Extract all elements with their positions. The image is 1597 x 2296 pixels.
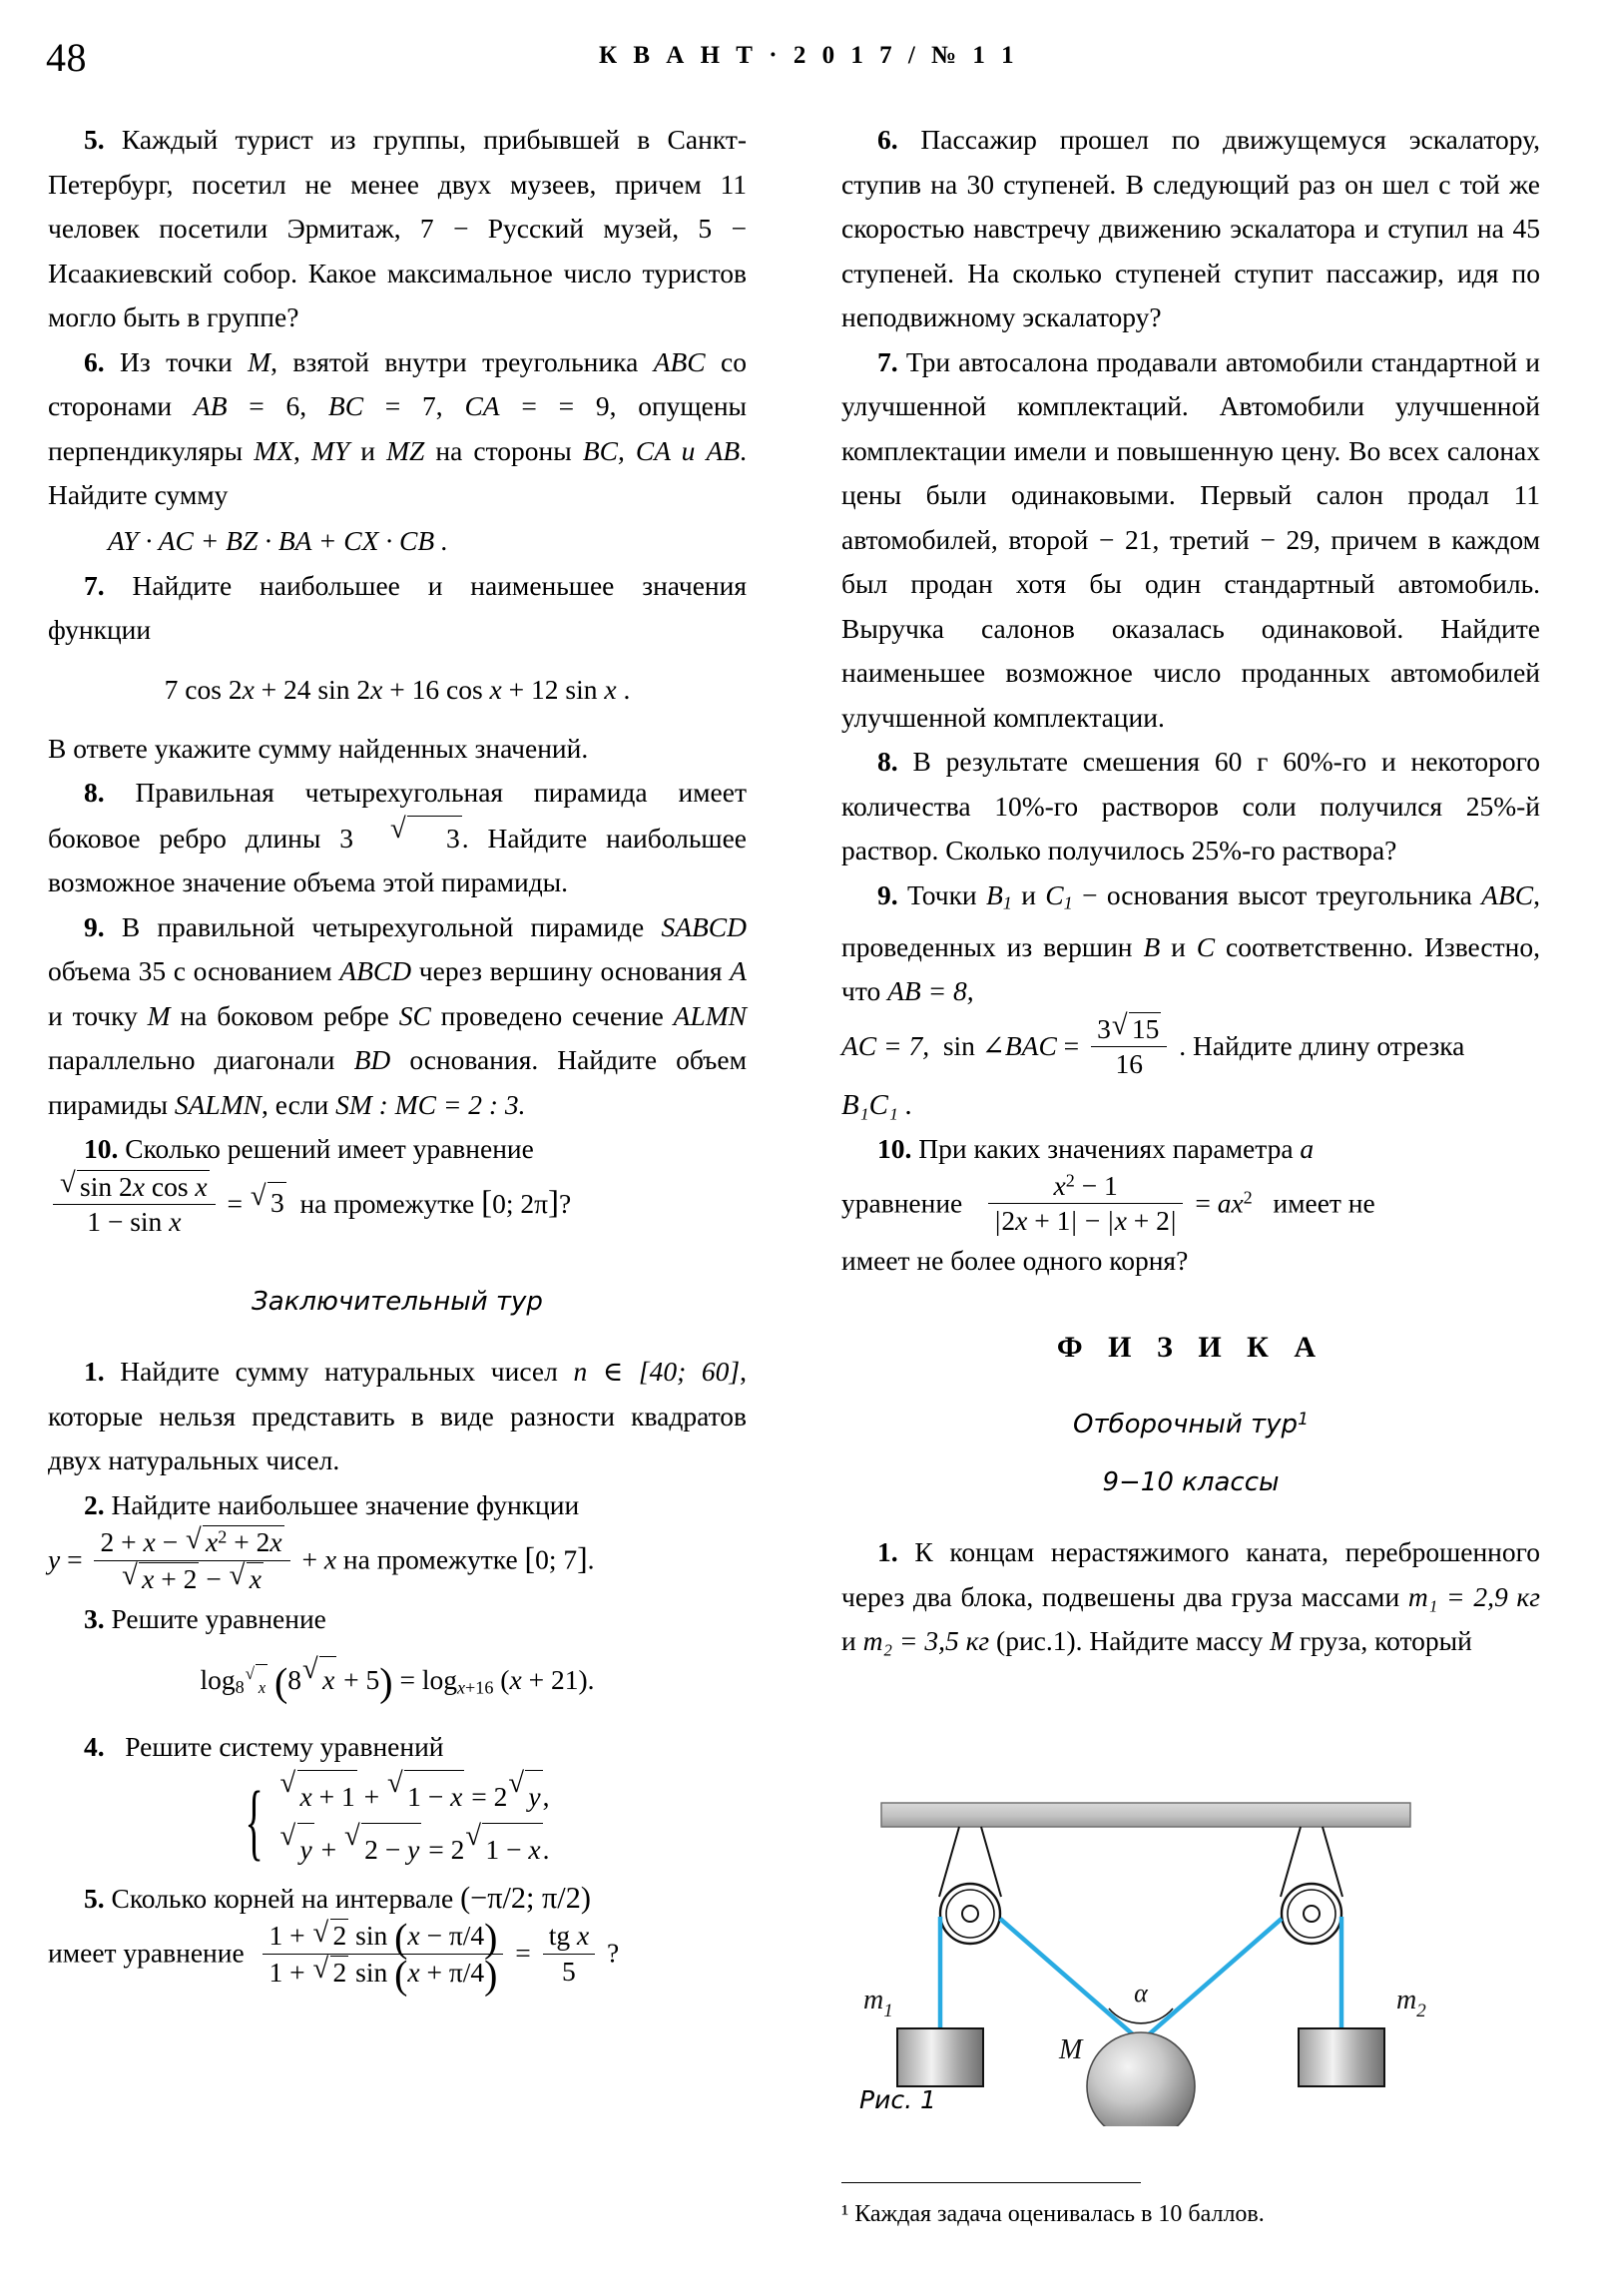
label-m1: $m_1$ (863, 1985, 893, 2021)
f5-t1: Сколько корней на интервале (111, 1882, 461, 1914)
numerator: $x^2 - 1$ (1053, 1169, 1118, 1201)
p9-t2: объема 35 с основанием (48, 955, 340, 986)
p9-t3: , проведенных из вершин (841, 878, 1540, 962)
p6-t5: . Найдите сумму (48, 434, 747, 510)
page-number: 48 (46, 35, 87, 80)
ph1-t1: К концам нерастяжимого каната, переброшенного через два блока, подвешены два груза массами (841, 1536, 1540, 1612)
f5-question-mark: ? (607, 1937, 620, 1969)
problem-number: 6. (877, 124, 898, 155)
var-BD: BD (353, 1044, 391, 1075)
p9-t4: и точку (48, 999, 148, 1031)
p9-and: и (1011, 878, 1046, 910)
problem-number: 8. (877, 746, 898, 777)
footnote-text: ¹ Каждая задача оценивалась в 10 баллов. (841, 2201, 1265, 2227)
var-ABC: ABC (1481, 878, 1534, 910)
mass-M-sphere (1087, 2032, 1195, 2126)
problem-10 (48, 1127, 747, 1172)
fraction (988, 1170, 1184, 1238)
f5-interval: (−π/2; π/2) (460, 1880, 591, 1915)
problem-10 (841, 1127, 1540, 1172)
formula-text: AY · AC + BZ · BA + CX · CB . (108, 524, 448, 556)
numerator: 2 + x − √ $x^2 + 2x$ (100, 1523, 282, 1558)
system-row-1: √ x + 1 + √ 1 − x = 2 √ y, (279, 1770, 550, 1823)
f5-t2: имеет уравнение (48, 1937, 245, 1969)
p8-t1: Правильная четырехугольная пирамида имеет боковое ребро длины (48, 777, 747, 854)
final-problem-3 (48, 1597, 747, 1642)
denominator: √ x + 2 − √ x (94, 1560, 289, 1595)
problem-text: Пассажир прошел по движущемуся эскалатору, ступив на 30 ступеней. В следующий раз он шел с той же скоростью навстречу движению эскалатора и ступил на 45 ступеней. На сколько ступеней ступит пассажир, идя по неподвижному эскалатору? (841, 124, 1540, 332)
var-MZ: MZ (386, 434, 425, 466)
footnote-marker: 1 (1298, 1409, 1309, 1430)
problem-number: 5. (84, 1882, 105, 1914)
problem-number: 7. (84, 569, 105, 601)
problem-8 (841, 740, 1540, 873)
fraction (94, 1525, 289, 1595)
section-title-grades: 9−10 классы (1102, 1467, 1280, 1498)
ceiling-beam (881, 1803, 1410, 1827)
var-A: A (730, 955, 747, 986)
problem-number: 9. (877, 878, 898, 910)
denominator: 5 (543, 1954, 595, 1988)
p9-ratio: SM : MC = 2 : 3. (335, 1088, 526, 1120)
p6-e1: = 6, (227, 390, 328, 421)
fraction (1091, 1012, 1167, 1081)
problem-number: 8. (84, 777, 105, 808)
problem-number: 5. (84, 124, 105, 155)
pulley-diagram-svg (841, 1797, 1540, 2126)
problem-number: 10. (84, 1133, 119, 1164)
p9-AB: AB = 8, (887, 975, 974, 1007)
numerator: 1 + √ 2 sin (x − π/4) (268, 1915, 498, 1961)
var-M: M (248, 345, 271, 377)
problem-6: 6. Из точки M, взятой внутри треугольника ABC со сторонами AB = 6, BC = 7, CA = = 9, опущены перпендикуляры MX, MY и MZ на стороны BC, CA и AB. Найдите сумму (48, 345, 748, 510)
p6-sides: BC, CA и AB (582, 434, 741, 466)
problem-number: 4. (84, 1731, 105, 1763)
p10-t1: При каких значениях параметра (918, 1133, 1301, 1165)
p9-sin-label: sin ∠BAC = (942, 1029, 1080, 1061)
problem-9-formula (841, 1010, 1540, 1083)
rope-left-diagonal (1000, 1919, 1141, 2041)
selection-round-label: Отборочный тур (1073, 1410, 1299, 1440)
sub-1: 1 (1002, 892, 1012, 913)
fraction-left (263, 1915, 503, 1998)
section-title-final-round: Заключительный тур (252, 1287, 543, 1318)
problem-number: 10. (877, 1133, 912, 1165)
problem-6 (841, 118, 1540, 340)
p9-AC: AC = 7, (841, 1029, 930, 1061)
section-title-selection-round (841, 1398, 1540, 1446)
problem-text: Сколько решений имеет уравнение (125, 1133, 534, 1164)
final-problem-1 (48, 1350, 747, 1483)
physics-figure-1 (841, 1797, 1540, 2126)
p10-t3: имеет не более одного корня? (841, 1245, 1189, 1277)
var-ALMN: ALMN (673, 999, 747, 1031)
problem-8 (48, 771, 747, 905)
left-column (48, 118, 748, 1998)
problem-10-tail (841, 1239, 1540, 1284)
problem-number: 3. (84, 1603, 105, 1635)
problem-7 (48, 564, 747, 653)
rope-right-diagonal (1141, 1919, 1282, 2041)
weight-m1-block (897, 2028, 983, 2086)
problem-text: Каждый турист из группы, прибывшей в Санкт-Петербург, посетил не менее двух музеев, причем 11 человек посетили Эрмитаж, 7 − Русский музей, 5 − Исаакиевский собор. Какое максимальное число туристов могло быть в группе? (48, 124, 747, 332)
p9-t6: проведено сечение (430, 999, 674, 1031)
problem-number: 9. (84, 910, 105, 942)
p9-t7: параллельно диагонали (48, 1044, 354, 1075)
var-SABCD: SABCD (661, 910, 747, 942)
ph1-t2: (рис.1). Найдите массу (989, 1625, 1271, 1657)
final-problem-4-formula (48, 1770, 747, 1876)
numerator: tg x (548, 1920, 590, 1952)
right-pulley-axle (1304, 1906, 1320, 1922)
problem-text: Найдите наибольшее значение функции (111, 1488, 580, 1520)
ph1-t3: груза, который (1293, 1625, 1472, 1657)
p9-t9: , если (261, 1088, 336, 1120)
mass-M: M (1270, 1625, 1294, 1657)
problem-text: Найдите наибольшее и наименьшее значения функции (48, 569, 748, 645)
p9-t5: на боковом ребре (170, 999, 399, 1031)
param-a: a (1300, 1133, 1315, 1165)
problem-number: 2. (84, 1488, 105, 1520)
problem-text: Три автосалона продавали автомобили стандартной и улучшенной комплектаций. Автомобили улучшенной комплектации имели и повышенную цену. Во всех салонах цены были одинаковыми. Первый салон продал 11 автомобилей, второй − 21, третий − 29, причем в каждом был продан хотя бы один стандартный автомобиль. Выручка салонов оказалась одинаковой. Найдите наименьшее возможное число проданных автомобилей улучшенной комплектации. (841, 345, 1540, 733)
problem-text: Решите систему уравнений (125, 1731, 444, 1763)
problem-10-formula: уравнение $\frac{x^2 - 1}{|2x + 1| - |x + 2|}$ = $ax^2$ имеет не (841, 1169, 1375, 1237)
p9-t8: основания. Найдите объем пирамиды (48, 1044, 747, 1120)
var-SC: SC (398, 999, 431, 1031)
mass-m2: m₂ = 3,5 кг (862, 1625, 990, 1657)
fraction-right (543, 1920, 595, 1988)
p6-t3: со сторонами (48, 345, 747, 421)
var-M: M (147, 999, 171, 1031)
numerator: √ sin 2x cos x (60, 1167, 208, 1202)
p6-e2: = 7, (363, 390, 465, 421)
sub-1b: 1 (1063, 892, 1073, 913)
var-C1: C (1045, 878, 1064, 910)
problem-number: 1. (877, 1536, 898, 1568)
problem-number: 6. (84, 345, 105, 377)
var-MX: MX (254, 434, 293, 466)
p6-e3: = = 9, опущены перпендикуляры (48, 390, 748, 466)
var-ABCD: ABCD (339, 955, 412, 986)
problem-9 (48, 905, 747, 1128)
weight-m2-block (1299, 2028, 1384, 2086)
system-row-2: √ y + √ 2 − y = 2 √ 1 − x. (279, 1823, 550, 1876)
problem-7 (841, 340, 1540, 741)
section-heading-physics: Ф И З И К А (1056, 1330, 1326, 1364)
p9-t1: В правильной четырехугольной пирамиде (121, 910, 662, 942)
mass-m1: m₁ = 2,9 кг (1407, 1580, 1540, 1612)
p9-t1: Точки (906, 878, 986, 910)
problem-6-formula (48, 518, 747, 564)
denominator: |2x + 1| − |x + 2| (988, 1203, 1184, 1237)
problem-5 (48, 118, 747, 340)
p8-t2: . Найдите наибольшее возможное значение объема этой пирамиды. (48, 822, 747, 897)
footnote-rule (841, 2182, 1141, 2183)
p9-t6: . Найдите длину отрезка (1179, 1029, 1465, 1061)
final-problem-3-formula: $\log_{8 √ x} (8$ √ $x + 5) = \log_{x+16} (x + 21)$. (48, 1656, 747, 1712)
final-problem-5 (48, 1876, 747, 1922)
var-SALMN: SALMN (174, 1088, 262, 1120)
problem-number: 7. (877, 345, 898, 377)
f1-condition: n ∈ [40; 60] (573, 1356, 741, 1388)
label-alpha: α (1134, 1979, 1148, 2008)
physics-problem-1 (841, 1530, 1540, 1664)
problem-7-tail (48, 727, 747, 772)
p9-t5: соответственно. Известно, что (841, 930, 1540, 1007)
var-B1: B (985, 878, 1003, 910)
problem-text: В результате смешения 60 г 60%-го и некоторого количества 10%-го растворов соли получился 25%-й раствор. Сколько получилось 25%-го раствора? (841, 746, 1541, 865)
var-MY: MY (310, 434, 350, 466)
final-problem-2 (48, 1483, 747, 1528)
var-CA: CA (464, 390, 500, 421)
ph1-and: и (841, 1625, 863, 1657)
final-problem-2-formula: y = 2 + x − √ $x^2 + 2x$ √ x + 2 − √ x + x на промежутке [0; 7]. (48, 1523, 595, 1594)
f1-t2: , которые нельзя представить в виде разности квадратов двух натуральных чисел. (48, 1356, 748, 1476)
var-BC: BC (327, 390, 364, 421)
segment-B1C1: B₁C₁ . (841, 1088, 913, 1121)
f1-t1: Найдите сумму натуральных чисел (120, 1356, 574, 1388)
denominator: 1 + √ 2 sin (x + π/4) (263, 1954, 503, 1989)
problem-text: Решите уравнение (111, 1603, 326, 1635)
p10-t2: уравнение (841, 1186, 963, 1218)
right-column (841, 118, 1540, 1664)
denominator: 16 (1091, 1046, 1167, 1080)
figure-caption: Рис. 1 (859, 2085, 936, 2114)
tail-text: В ответе укажите сумму найденных значений. (48, 732, 589, 764)
p9-t3: через вершину основания (411, 955, 731, 986)
denominator: 1 − sin x (53, 1204, 216, 1238)
var-ABC: ABC (653, 345, 706, 377)
p6-t4: на стороны (424, 434, 583, 466)
var-C: C (1196, 930, 1216, 962)
final-problem-5-formula: имеет уравнение 1 + √ 2 sin (x − π/4) 1 + √ 2 sin (x + π/4) = $\frac{\text{tg x}}{5}$ ? (48, 1915, 620, 1998)
var-B: B (1143, 930, 1161, 962)
var-AB: AB (193, 390, 228, 421)
p6-t2: , взятой внутри треугольника (270, 345, 654, 377)
problem-number: 1. (84, 1356, 105, 1388)
brace-glyph: { (245, 1775, 264, 1871)
problem-9 (841, 873, 1540, 1014)
page-header (0, 34, 1597, 82)
p6-t1: Из точки (120, 345, 249, 377)
problem-9-tail (841, 1083, 1540, 1128)
left-pulley-axle (962, 1906, 978, 1922)
equation-system (246, 1770, 550, 1876)
problem-7-formula: 7 cos 2x + 24 sin 2x + 16 cos x + 12 sin x . (164, 673, 631, 705)
p9-t4: и (1160, 930, 1197, 962)
label-m2: $m_2$ (1396, 1985, 1426, 2021)
fraction (53, 1167, 216, 1239)
numerator: 3 √ 15 (1097, 1010, 1160, 1044)
p8-value: 3 √ 3 (339, 823, 462, 854)
final-problem-4 (48, 1725, 747, 1770)
label-M: M (1059, 2034, 1083, 2065)
p9-t2: − основания высот треугольника (1072, 878, 1482, 910)
running-head: К В А Н Т · 2 0 1 7 / № 1 1 (599, 42, 1019, 69)
problem-10-formula: √ sin 2x cos x 1 − sin x = √ 3 на промежутке [0; 2π]? (48, 1172, 747, 1241)
